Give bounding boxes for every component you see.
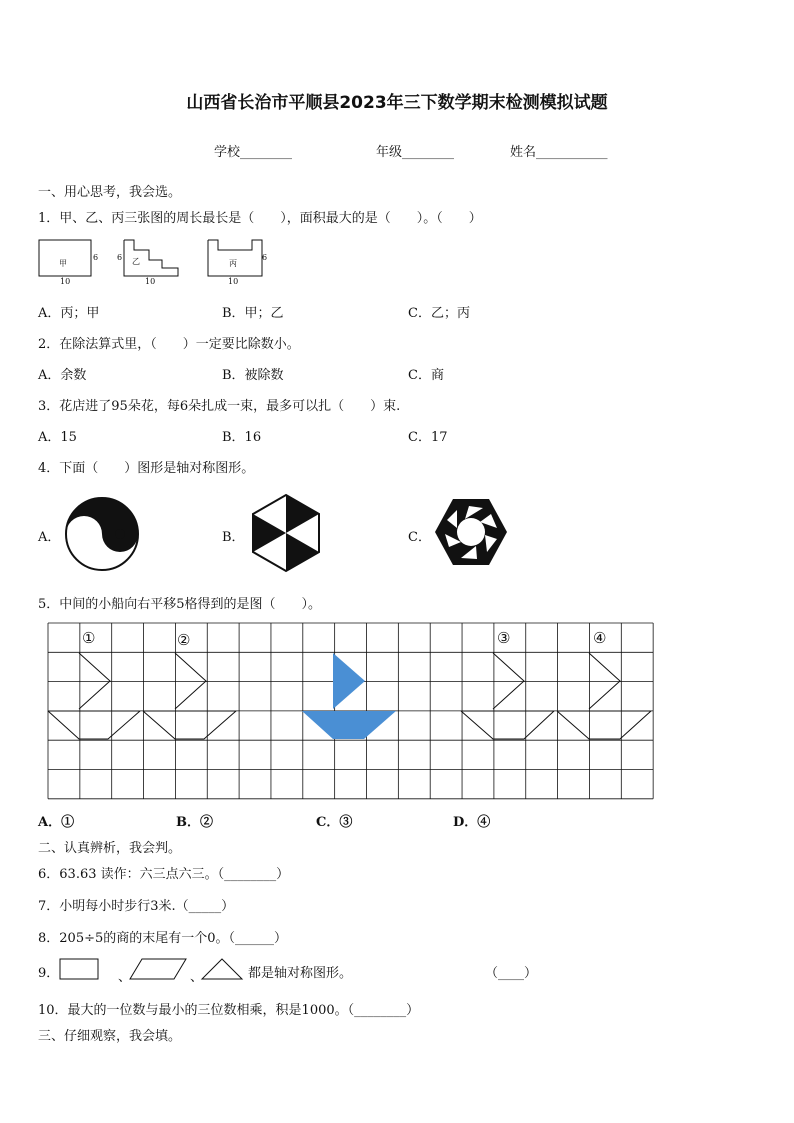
q9-separator-1: 、	[118, 970, 132, 985]
q5-option-b: B．②	[176, 815, 213, 830]
question-7: 7．小明每小时步行3米.（_____）	[38, 899, 235, 914]
q1-option-a: A．丙；甲	[38, 306, 100, 321]
question-10: 10．最大的一位数与最小的三位数相乘，积是1000。（________）	[38, 1003, 420, 1018]
school-field: 学校________	[214, 145, 293, 160]
q1-option-b: B．甲；乙	[222, 306, 284, 321]
q2-option-b: B．被除数	[222, 368, 284, 383]
question-9-blank: （____）	[485, 966, 538, 981]
fig-label-1: ①	[82, 629, 96, 647]
fig-label-6c: 6	[262, 253, 268, 262]
q1-figures	[36, 238, 316, 288]
q4-option-c: C．	[408, 530, 431, 545]
question-1: 1．甲、乙、丙三张图的周长最长是（ ），面积最大的是（ ）。（ ）	[38, 211, 482, 226]
question-9-text: 都是轴对称图形。	[248, 966, 353, 981]
q1-option-c: C．乙；丙	[408, 306, 470, 321]
q9-shapes	[58, 957, 248, 983]
q5-option-d: D．④	[453, 815, 491, 830]
page-title: 山西省长治市平顺县2023年三下数学期末检测模拟试题	[186, 93, 608, 113]
fig-label-4: ④	[593, 629, 607, 647]
hexagon-triangles-icon	[250, 493, 322, 573]
fig-label-10b: 10	[145, 277, 156, 286]
question-8: 8．205÷5的商的末尾有一个0。（______）	[38, 931, 288, 946]
question-2: 2．在除法算式里，（ ）一定要比除数小。	[38, 337, 300, 352]
q3-option-a: A．15	[38, 430, 77, 445]
q2-option-a: A．余数	[38, 368, 87, 383]
question-4: 4．下面（ ）图形是轴对称图形。	[38, 461, 255, 476]
fig-label-jia: 甲	[59, 259, 67, 268]
section-3-heading: 三、仔细观察，我会填。	[38, 1029, 182, 1044]
fig-label-yi: 乙	[132, 257, 140, 266]
question-6: 6．63.63 读作：六三点六三。（________）	[38, 867, 290, 882]
q4-option-b: B．	[222, 530, 245, 545]
section-1-heading: 一、用心思考，我会选。	[38, 185, 182, 200]
fig-label-6a: 6	[93, 253, 99, 262]
question-9-label: 9．	[38, 966, 60, 981]
fig-label-10a: 10	[60, 277, 71, 286]
q5-option-c: C．③	[316, 815, 353, 830]
question-5: 5．中间的小船向右平移5格得到的是图（ ）。	[38, 597, 322, 612]
grade-field: 年级________	[376, 145, 455, 160]
q2-option-c: C．商	[408, 368, 444, 383]
fig-label-2: ②	[177, 631, 191, 649]
fig-label-bing: 丙	[229, 259, 237, 268]
fig-label-6b: 6	[117, 253, 123, 262]
name-field: 姓名___________	[510, 145, 608, 160]
q5-option-a: A．①	[38, 815, 75, 830]
fig-label-10c: 10	[228, 277, 239, 286]
section-2-heading: 二、认真辨析，我会判。	[38, 841, 182, 856]
q3-option-b: B．16	[222, 430, 262, 445]
question-3: 3．花店进了95朵花，每6朵扎成一束，最多可以扎（ ）束.	[38, 399, 401, 414]
q4-option-a: A．	[38, 530, 61, 545]
yin-yang-icon	[64, 496, 140, 572]
fig-label-3: ③	[497, 629, 511, 647]
boat-grid-figure	[46, 623, 656, 801]
q3-option-c: C．17	[408, 430, 448, 445]
pinwheel-hexagon-icon	[433, 496, 509, 568]
q9-separator-2: 、	[190, 970, 204, 985]
